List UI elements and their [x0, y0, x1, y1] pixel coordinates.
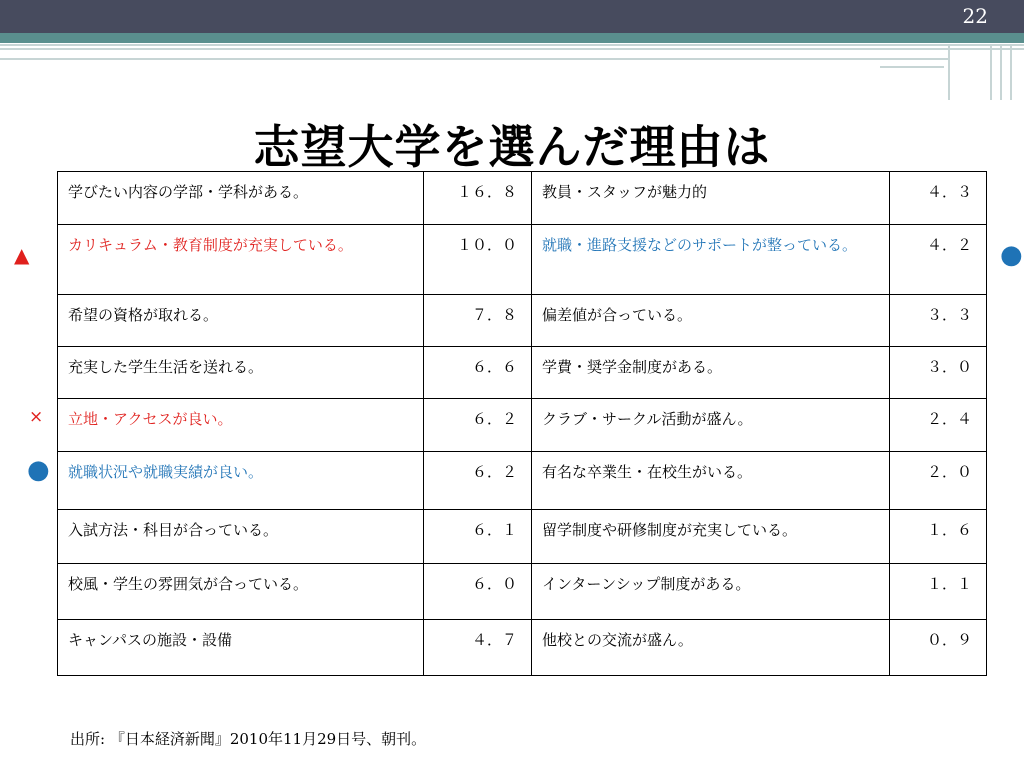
table-row — [58, 399, 987, 452]
decor-vline — [1000, 44, 1002, 100]
source-note: 出所: 『日本経済新聞』2010年11月29日号、朝刊。 — [70, 730, 427, 748]
left-value: ６．２ — [424, 452, 532, 510]
header-band — [0, 0, 1024, 33]
left-reason: 学びたい内容の学部・学科がある。 — [58, 172, 424, 225]
triangle-marker-icon: ▲ — [14, 243, 30, 267]
right-value: ３．０ — [890, 347, 987, 399]
left-reason: カリキュラム・教育制度が充実している。 — [58, 225, 424, 295]
right-value: ４．２ — [890, 225, 987, 295]
accent-band — [0, 33, 1024, 43]
left-reason: キャンパスの施設・設備 — [58, 620, 424, 676]
left-value: ７．８ — [424, 295, 532, 347]
right-value: ３．３ — [890, 295, 987, 347]
page-title: 志望大学を選んだ理由は — [253, 119, 771, 174]
decor-vline — [990, 44, 992, 100]
right-reason: クラブ・サークル活動が盛ん。 — [532, 399, 890, 452]
left-reason: 就職状況や就職実績が良い。 — [58, 452, 424, 510]
right-reason: 就職・進路支援などのサポートが整っている。 — [532, 225, 890, 295]
right-value: ２．０ — [890, 452, 987, 510]
left-reason: 立地・アクセスが良い。 — [58, 399, 424, 452]
right-value: ２．４ — [890, 399, 987, 452]
left-value: １６．８ — [424, 172, 532, 225]
left-value: ６．１ — [424, 510, 532, 564]
right-reason: 偏差値が合っている。 — [532, 295, 890, 347]
right-reason: 学費・奨学金制度がある。 — [532, 347, 890, 399]
table-row — [58, 225, 987, 295]
table-row — [58, 620, 987, 676]
cross-marker-icon: × — [29, 407, 44, 427]
decor-vline — [948, 44, 950, 100]
left-value: １０．０ — [424, 225, 532, 295]
right-value: １．６ — [890, 510, 987, 564]
left-value: ４．７ — [424, 620, 532, 676]
left-reason: 入試方法・科目が合っている。 — [58, 510, 424, 564]
divider-line — [0, 48, 1024, 50]
right-reason: 有名な卒業生・在校生がいる。 — [532, 452, 890, 510]
right-reason: 他校との交流が盛ん。 — [532, 620, 890, 676]
table-row — [58, 347, 987, 399]
reasons-table — [57, 171, 987, 676]
right-reason: 教員・スタッフが魅力的 — [532, 172, 890, 225]
decor-vline — [1010, 44, 1012, 100]
dot-marker-icon: ● — [1000, 240, 1023, 270]
left-reason: 希望の資格が取れる。 — [58, 295, 424, 347]
left-value: ６．２ — [424, 399, 532, 452]
left-value: ６．０ — [424, 564, 532, 620]
slide-number: 22 — [962, 4, 988, 28]
right-value: １．１ — [890, 564, 987, 620]
divider-line — [880, 66, 944, 68]
divider-line — [0, 44, 1024, 46]
table-row — [58, 172, 987, 225]
right-reason: 留学制度や研修制度が充実している。 — [532, 510, 890, 564]
left-value: ６．６ — [424, 347, 532, 399]
dot-marker-icon: ● — [27, 455, 50, 485]
right-value: ４．３ — [890, 172, 987, 225]
right-reason: インターンシップ制度がある。 — [532, 564, 890, 620]
table-row — [58, 510, 987, 564]
left-reason: 校風・学生の雰囲気が合っている。 — [58, 564, 424, 620]
table-row — [58, 564, 987, 620]
table-row — [58, 295, 987, 347]
left-reason: 充実した学生生活を送れる。 — [58, 347, 424, 399]
table-row — [58, 452, 987, 510]
right-value: ０．９ — [890, 620, 987, 676]
divider-line — [0, 58, 948, 60]
